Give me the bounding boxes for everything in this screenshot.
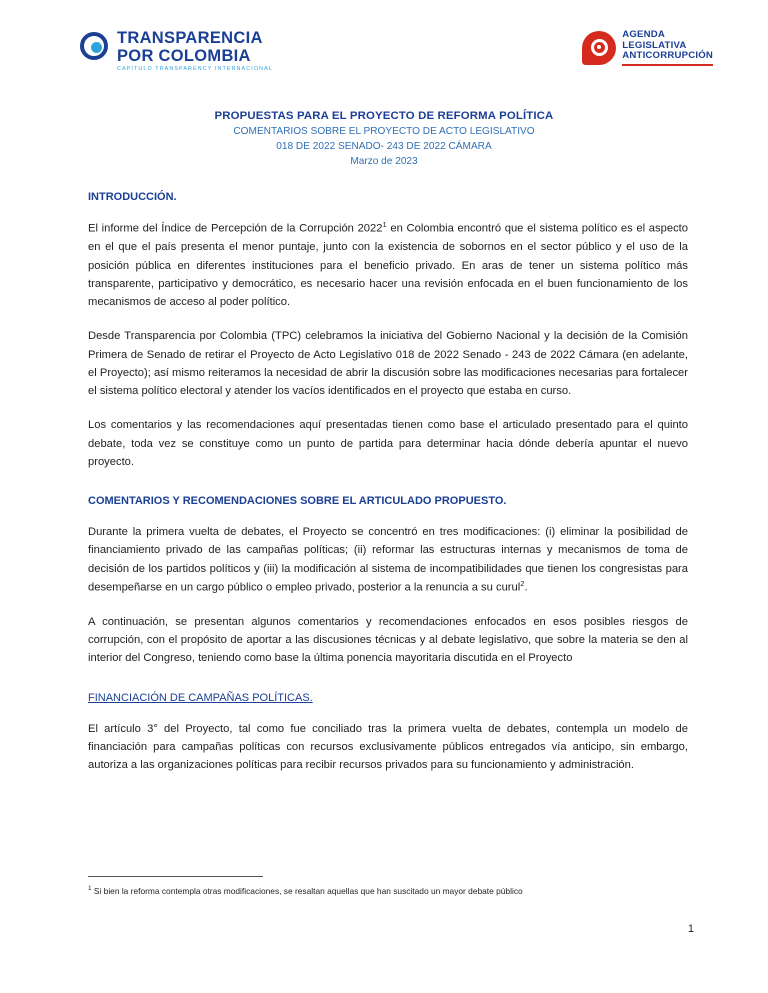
intro-paragraph-1 xyxy=(88,219,688,311)
tpc-line-1: TRANSPARENCIA xyxy=(117,29,263,47)
agenda-logo-text xyxy=(622,30,713,66)
intro-paragraph-2: Desde Transparencia por Colombia (TPC) celebramos la iniciativa del Gobierno Nacional y la decisión de la Comisión Primera de Senado de retirar el Proyecto de Acto Legislativo 018 de 2022 Senado - 243 de 2022 Cámara (en adelante, el Proyecto); así mismo reiteramos la necesidad de abrir la discusión sobre las modificaciones necesarias para fortalecer el sistema político electoral y atender los vacíos identificados en el proyecto que estaba en curso. xyxy=(88,330,688,398)
footnote-text: Si bien la reforma contempla otras modificaciones, se resaltan aquellas que han suscitado un mayor debate público xyxy=(91,885,523,896)
circle-eye-icon xyxy=(80,32,110,62)
footnote-ref-2: 2 xyxy=(520,578,525,588)
financing-paragraph-1: El artículo 3° del Proyecto, tal como fue conciliado tras la primera vuelta de debates, contempla un modelo de financiación para campañas políticas con recursos exclusivamente públicos entregados vía anticipo, sin embargo, autoriza a las organizaciones políticas para recibir recursos privados para su funcionamiento y administración. xyxy=(88,722,688,772)
intro-paragraph-3: Los comentarios y las recomendaciones aquí presentadas tienen como base el articulado presentado para el quinto debate, toda vez se constituye como un punto de partida para determinar hacia dónde debería apuntar el nuevo proyecto. xyxy=(88,419,688,468)
ala-line-1: AGENDA xyxy=(622,29,666,40)
comments-p1-text-b: . xyxy=(524,581,528,594)
section-heading-comentarios: COMENTARIOS Y RECOMENDACIONES SOBRE EL ARTICULADO PROPUESTO. xyxy=(88,495,507,508)
footnote-divider xyxy=(88,876,263,877)
ala-line-3: ANTICORRUPCIÓN xyxy=(622,51,713,66)
page-date: Marzo de 2023 xyxy=(350,156,418,168)
tpc-line-3: CAPÍTULO TRANSPARENCY INTERNACIONAL xyxy=(117,66,273,72)
document-body xyxy=(0,191,768,774)
red-blob-eye-icon xyxy=(582,31,616,65)
intro-p1-text-b: en Colombia encontró que el sistema político es el aspecto en el que el país presenta el menor puntaje, junto con la existencia de sobornos en el sector público y el uso de la posición pública en diferentes instituciones para el beneficio privado. En aras de tener un sistema político más transparente, participativo y democrático, es necesario hacer una revisión enfocada en el buen funcionamiento de los mecanismos de acceso al poder político. xyxy=(88,223,688,309)
page-title: PROPUESTAS PARA EL PROYECTO DE REFORMA POLÍTICA xyxy=(214,110,554,123)
footnote-ref-1: 1 xyxy=(382,220,387,230)
ala-line-2: LEGISLATIVA xyxy=(622,39,687,51)
section-heading-introduccion: INTRODUCCIÓN. xyxy=(88,191,177,204)
tpc-line-2: POR COLOMBIA xyxy=(117,46,251,65)
footnote-area xyxy=(88,876,688,897)
intro-p1-text-a: El informe del Índice de Percepción de la Corrupción 2022 xyxy=(88,223,383,236)
footnote-1 xyxy=(88,884,688,897)
page-subtitle-2: 018 DE 2022 SENADO- 243 DE 2022 CÁMARA xyxy=(276,141,492,153)
transparencia-logo-text xyxy=(117,30,273,72)
comments-paragraph-1 xyxy=(88,523,688,597)
title-block xyxy=(0,110,768,167)
section-heading-financiacion: FINANCIACIÓN DE CAMPAÑAS POLÍTICAS. xyxy=(88,691,313,704)
comments-paragraph-2: A continuación, se presentan algunos comentarios y recomendaciones enfocados en esos posibles riesgos de corrupción, con el propósito de aportar a las discusiones técnicas y al debate legislativo, que sobre la materia se den al interior del Congreso, teniendo como base la última ponencia mayoritaria discutida en el Proyecto xyxy=(88,615,688,665)
footnote-marker: 1 xyxy=(88,885,92,893)
comments-p1-text-a: Durante la primera vuelta de debates, el Proyecto se concentró en tres modificaciones: (i) eliminar la posibilidad de financiamiento privado de las campañas políticas; (ii) reformar las estructuras internas y mecanismos de toma de decisión de los partidos políticos y (iii) la modificación al sistema de incompatibilidades que tienen los congresistas para desempeñarse en un cargo público o empleo privado, posterior a la renuncia a su curul xyxy=(88,526,688,594)
transparencia-por-colombia-logo xyxy=(80,30,273,72)
page-number: 1 xyxy=(687,923,694,935)
document-header xyxy=(0,0,768,72)
page-subtitle-1: COMENTARIOS SOBRE EL PROYECTO DE ACTO LEGISLATIVO xyxy=(233,126,535,138)
agenda-legislativa-anticorrupcion-logo xyxy=(582,30,713,66)
